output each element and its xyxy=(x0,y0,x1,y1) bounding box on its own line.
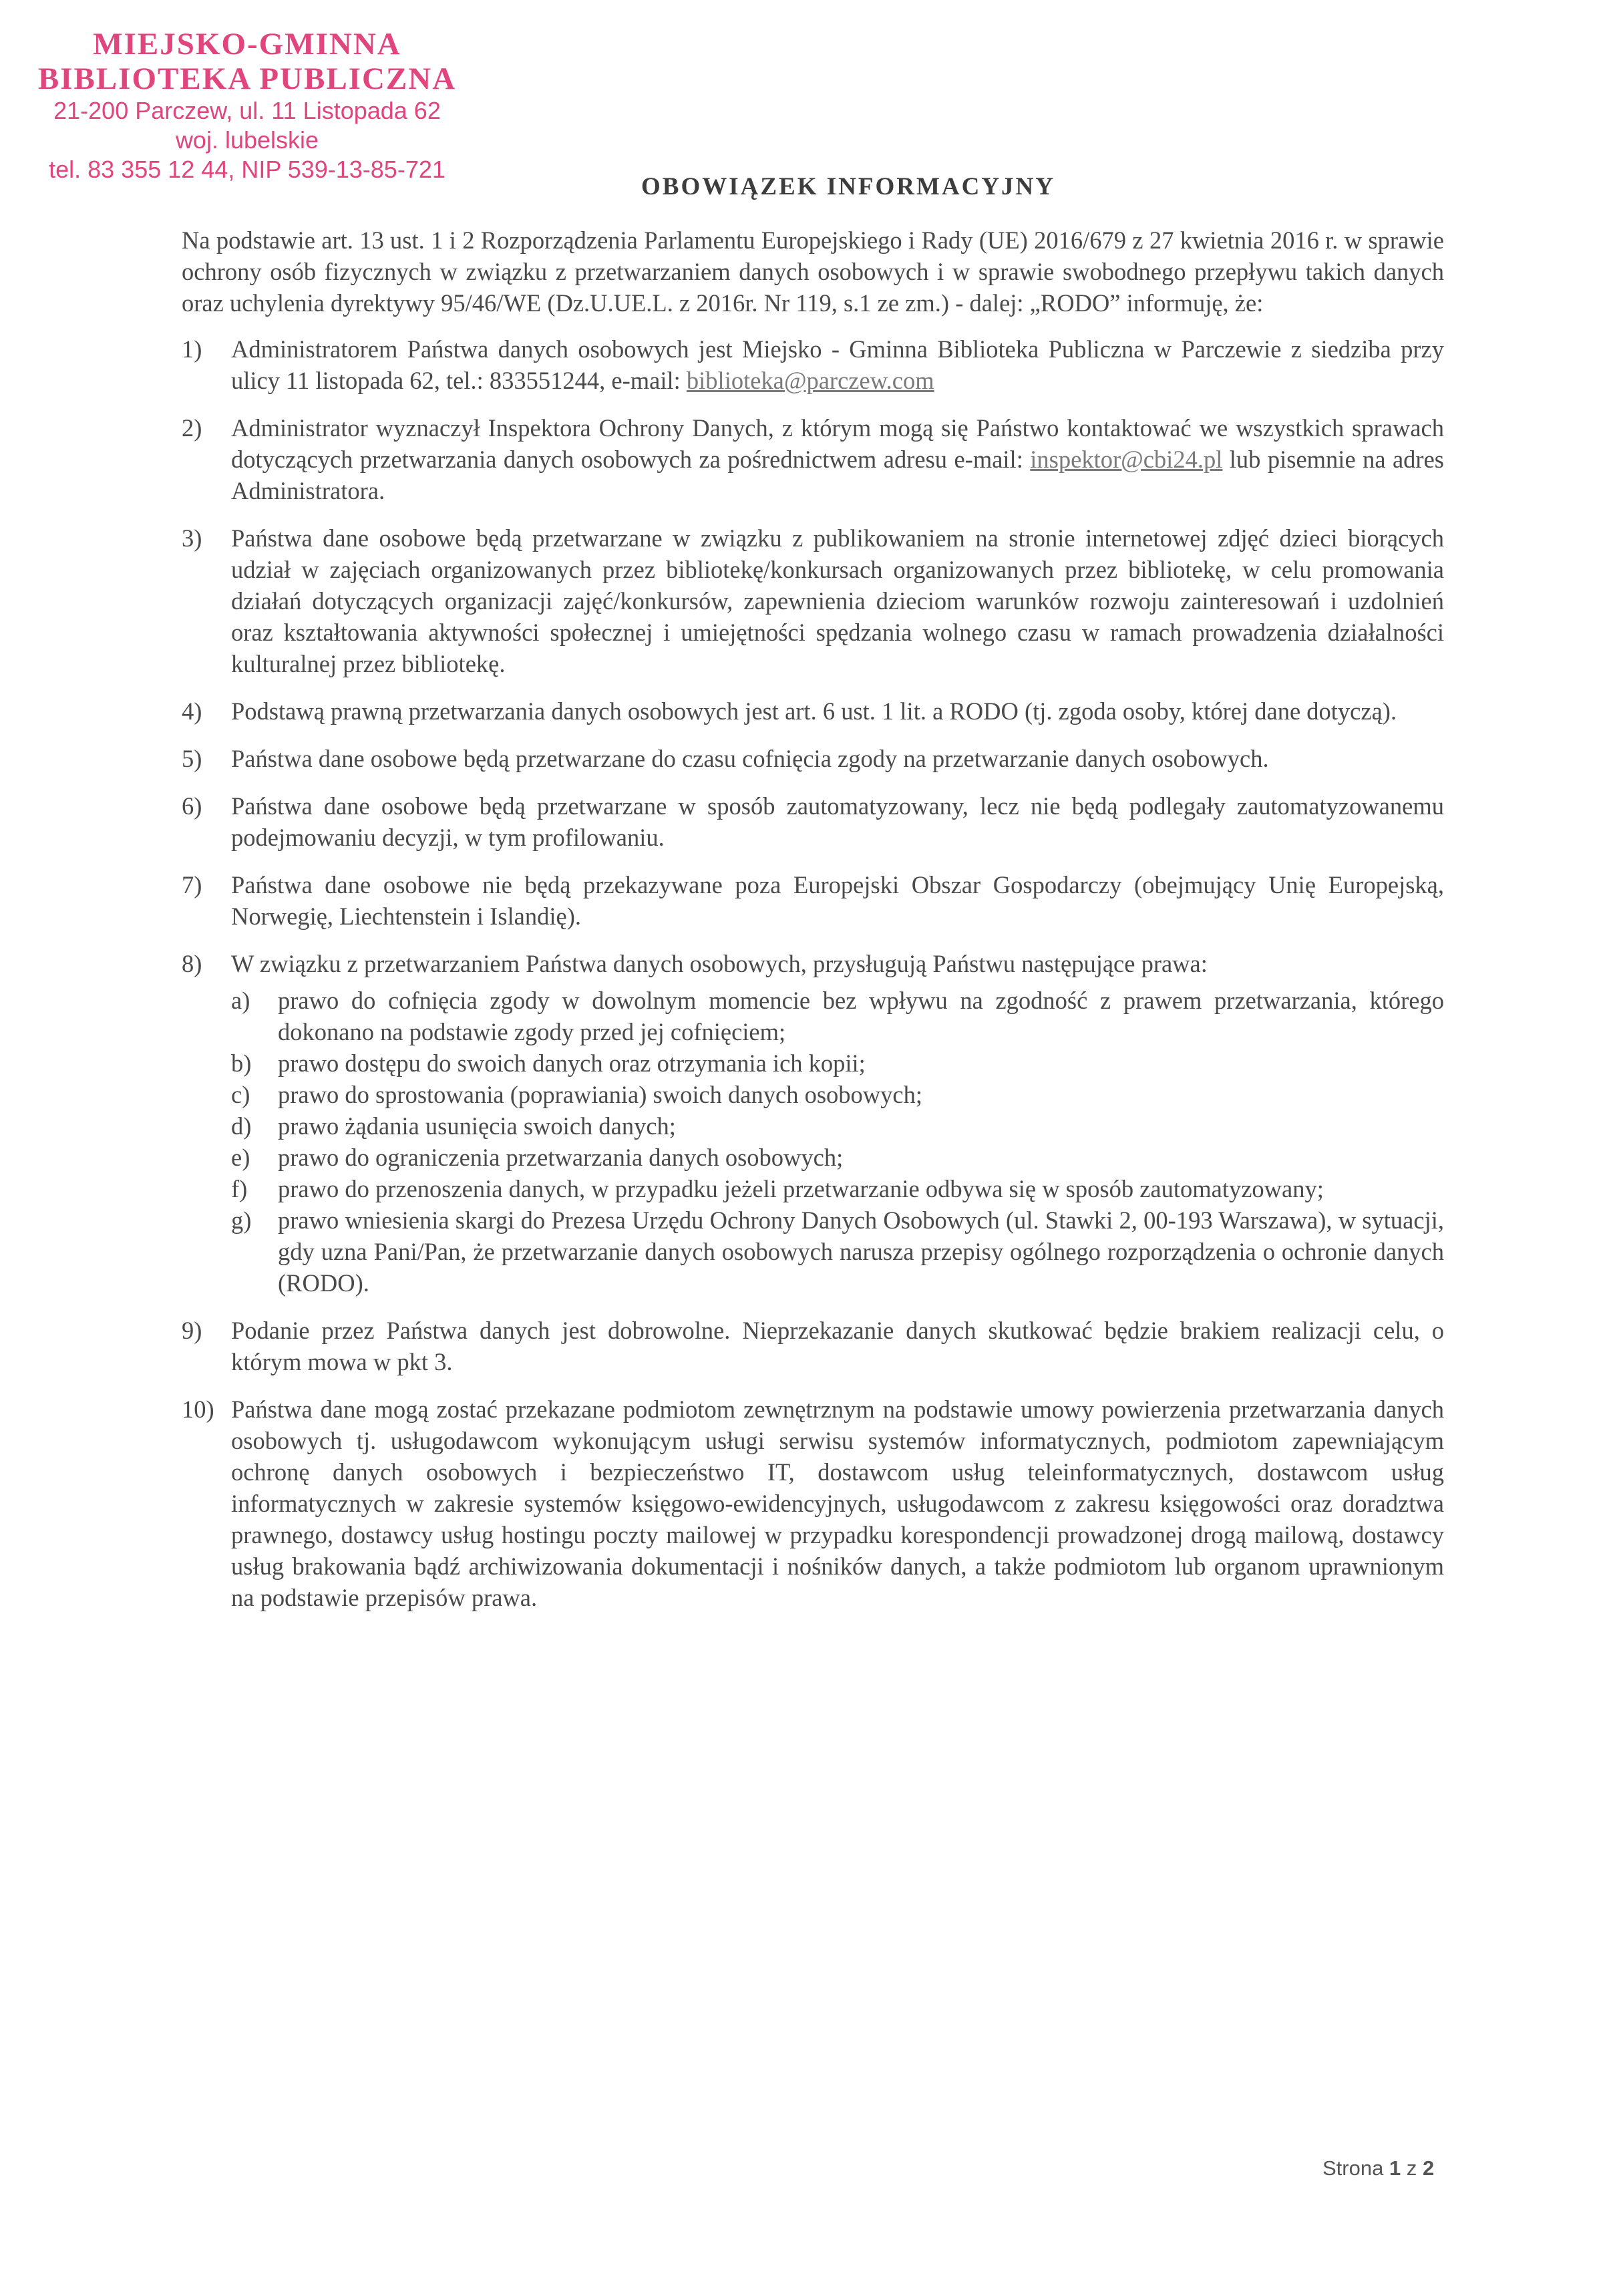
right-item xyxy=(231,1204,1444,1299)
clause-item xyxy=(182,869,1444,932)
document-body xyxy=(182,224,1444,1629)
clause-number: 9) xyxy=(182,1317,202,1344)
clause-item xyxy=(182,743,1444,774)
clause-number: 6) xyxy=(182,792,202,820)
total-pages: 2 xyxy=(1422,2156,1435,2180)
clause-text: Państwa dane osobowe będą przetwarzane do czasu cofnięcia zgody na przetwarzanie danych osobowych. xyxy=(231,745,1269,772)
clause-item xyxy=(182,522,1444,679)
page-footer xyxy=(1322,2156,1434,2180)
page-label: Strona xyxy=(1322,2156,1389,2180)
stamp-address: 21-200 Parczew, ul. 11 Listopada 62 xyxy=(53,97,441,124)
clause-number: 2) xyxy=(182,414,202,442)
clause-number: 5) xyxy=(182,745,202,772)
clause-item xyxy=(182,1393,1444,1613)
current-page: 1 xyxy=(1389,2156,1401,2180)
clause-item xyxy=(182,948,1444,1299)
clause-item xyxy=(182,412,1444,506)
right-text: prawo do przenoszenia danych, w przypadku jeżeli przetwarzanie odbywa się w sposób zautomatyzowany; xyxy=(278,1175,1324,1202)
clause-item xyxy=(182,695,1444,727)
stamp-region: woj. lubelskie xyxy=(175,126,319,154)
clause-text-after: lub pisemnie na adres Administratora. xyxy=(231,446,1444,504)
right-text: prawo żądania usunięcia swoich danych; xyxy=(278,1112,676,1140)
right-text: prawo dostępu do swoich danych oraz otrzymania ich kopii; xyxy=(278,1049,866,1077)
document-title: OBOWIĄZEK INFORMACYJNY xyxy=(641,173,1055,200)
right-letter: g) xyxy=(231,1206,252,1234)
right-item xyxy=(231,1142,1444,1173)
clause-text: Administratorem Państwa danych osobowych jest Miejsko - Gminna Biblioteka Publiczna w Parczewie z siedziba przy ulicy 11 listopada 62, tel.: 833551244, e-mail: xyxy=(231,335,1444,394)
right-letter: f) xyxy=(231,1175,248,1202)
right-letter: c) xyxy=(231,1081,250,1108)
rights-list xyxy=(231,985,1444,1299)
clause-text: Podstawą prawną przetwarzania danych osobowych jest art. 6 ust. 1 lit. a RODO (tj. zgoda osoby, której dane dotyczą). xyxy=(231,697,1397,725)
right-text: prawo wniesienia skargi do Prezesa Urzędu Ochrony Danych Osobowych (ul. Stawki 2, 00-193 Warszawa), w sytuacji, gdy uzna Pani/Pan, że przetwarzanie danych osobowych narusza przepisy ogólnego rozporządzenia o ochronie danych (RODO). xyxy=(278,1206,1444,1297)
right-item xyxy=(231,1110,1444,1142)
right-item xyxy=(231,985,1444,1047)
clause-number: 4) xyxy=(182,697,202,725)
clause-text: Państwa dane mogą zostać przekazane podmiotom zewnętrznym na podstawie umowy powierzenia przetwarzania danych osobowych tj. usługodawcom wykonującym usługi serwisu systemów informatycznych, podmiotom zapewniającym ochronę danych osobowych i bezpieczeństwo IT, dostawcom usług teleinformatycznych, dostawcom usług informatycznych w zakresie systemów księgowo-ewidencyjnych, usługodawcom z zakresu księgowości oraz doradztwa prawnego, dostawcy usług hostingu poczty mailowej w przypadku korespondencji prowadzonej drogą mailową, dostawcy usług brakowania bądź archiwizowania dokumentacji i nośników danych, a także podmiotom lub organom uprawnionym na podstawie przepisów prawa. xyxy=(231,1396,1444,1611)
email-link-inspektor[interactable]: inspektor@cbi24.pl xyxy=(1030,446,1223,473)
stamp-org-line2: BIBLIOTEKA PUBLICZNA xyxy=(37,61,457,96)
clause-number: 3) xyxy=(182,524,202,552)
right-text: prawo do sprostowania (poprawiania) swoich danych osobowych; xyxy=(278,1081,922,1108)
stamp-org-line1: MIEJSKO-GMINNA xyxy=(93,27,401,61)
right-text: prawo do ograniczenia przetwarzania danych osobowych; xyxy=(278,1144,844,1171)
intro-paragraph: Na podstawie art. 13 ust. 1 i 2 Rozporządzenia Parlamentu Europejskiego i Rady (UE) 2016/679 z 27 kwietnia 2016 r. w sprawie ochrony osób fizycznych w związku z przetwarzaniem danych osobowych i w sprawie swobodnego przepływu takich danych oraz uchylenia dyrektywy 95/46/WE (Dz.U.UE.L. z 2016r. Nr 119, s.1 ze zm.) - dalej: „RODO” informuję, że: xyxy=(182,226,1444,317)
page-separator: z xyxy=(1401,2156,1423,2180)
clause-text: Państwa dane osobowe nie będą przekazywane poza Europejski Obszar Gospodarczy (obejmujący Unię Europejską, Norwegię, Liechtenstein i Islandię). xyxy=(231,871,1444,930)
clause-text: Administrator wyznaczył Inspektora Ochrony Danych, z którym mogą się Państwo kontaktować we wszystkich sprawach dotyczących przetwarzania danych osobowych za pośrednictwem adresu e-mail: xyxy=(231,414,1444,473)
clause-text: Państwa dane osobowe będą przetwarzane w związku z publikowaniem na stronie internetowej zdjęć dzieci biorących udział w zajęciach organizowanych przez bibliotekę/konkursach organizowanych przez bibliotekę, w celu promowania działań dotyczących organizacji zajęć/konkursów, zapewnienia dzieciom warunków rozwoju zainteresowań i uzdolnień oraz kształtowania aktywności społecznej i umiejętności spędzania wolnego czasu w ramach prowadzenia działalności kulturalnej przez bibliotekę. xyxy=(231,524,1444,677)
clause-item xyxy=(182,790,1444,853)
library-stamp xyxy=(27,27,468,184)
right-letter: b) xyxy=(231,1049,252,1077)
clause-list xyxy=(182,333,1444,1613)
clause-item xyxy=(182,1315,1444,1377)
clause-item xyxy=(182,333,1444,396)
clause-text: W związku z przetwarzaniem Państwa danych osobowych, przysługują Państwu następujące prawa: xyxy=(231,950,1208,977)
right-letter: e) xyxy=(231,1144,250,1171)
clause-number: 8) xyxy=(182,950,202,977)
clause-number: 7) xyxy=(182,871,202,898)
email-link-biblioteka[interactable]: biblioteka@parczew.com xyxy=(686,367,934,394)
clause-text: Podanie przez Państwa danych jest dobrowolne. Nieprzekazanie danych skutkować będzie brakiem realizacji celu, o którym mowa w pkt 3. xyxy=(231,1317,1444,1375)
clause-number: 10) xyxy=(182,1396,214,1423)
right-item xyxy=(231,1173,1444,1204)
right-item xyxy=(231,1079,1444,1110)
clause-number: 1) xyxy=(182,335,202,363)
right-letter: d) xyxy=(231,1112,252,1140)
right-item xyxy=(231,1047,1444,1079)
clause-text: Państwa dane osobowe będą przetwarzane w sposób zautomatyzowany, lecz nie będą podlegały zautomatyzowanemu podejmowaniu decyzji, w tym profilowaniu. xyxy=(231,792,1444,851)
right-text: prawo do cofnięcia zgody w dowolnym momencie bez wpływu na zgodność z prawem przetwarzania, którego dokonano na podstawie zgody przed jej cofnięciem; xyxy=(278,987,1444,1045)
right-letter: a) xyxy=(231,987,250,1014)
stamp-contact: tel. 83 355 12 44, NIP 539-13-85-721 xyxy=(49,156,445,183)
